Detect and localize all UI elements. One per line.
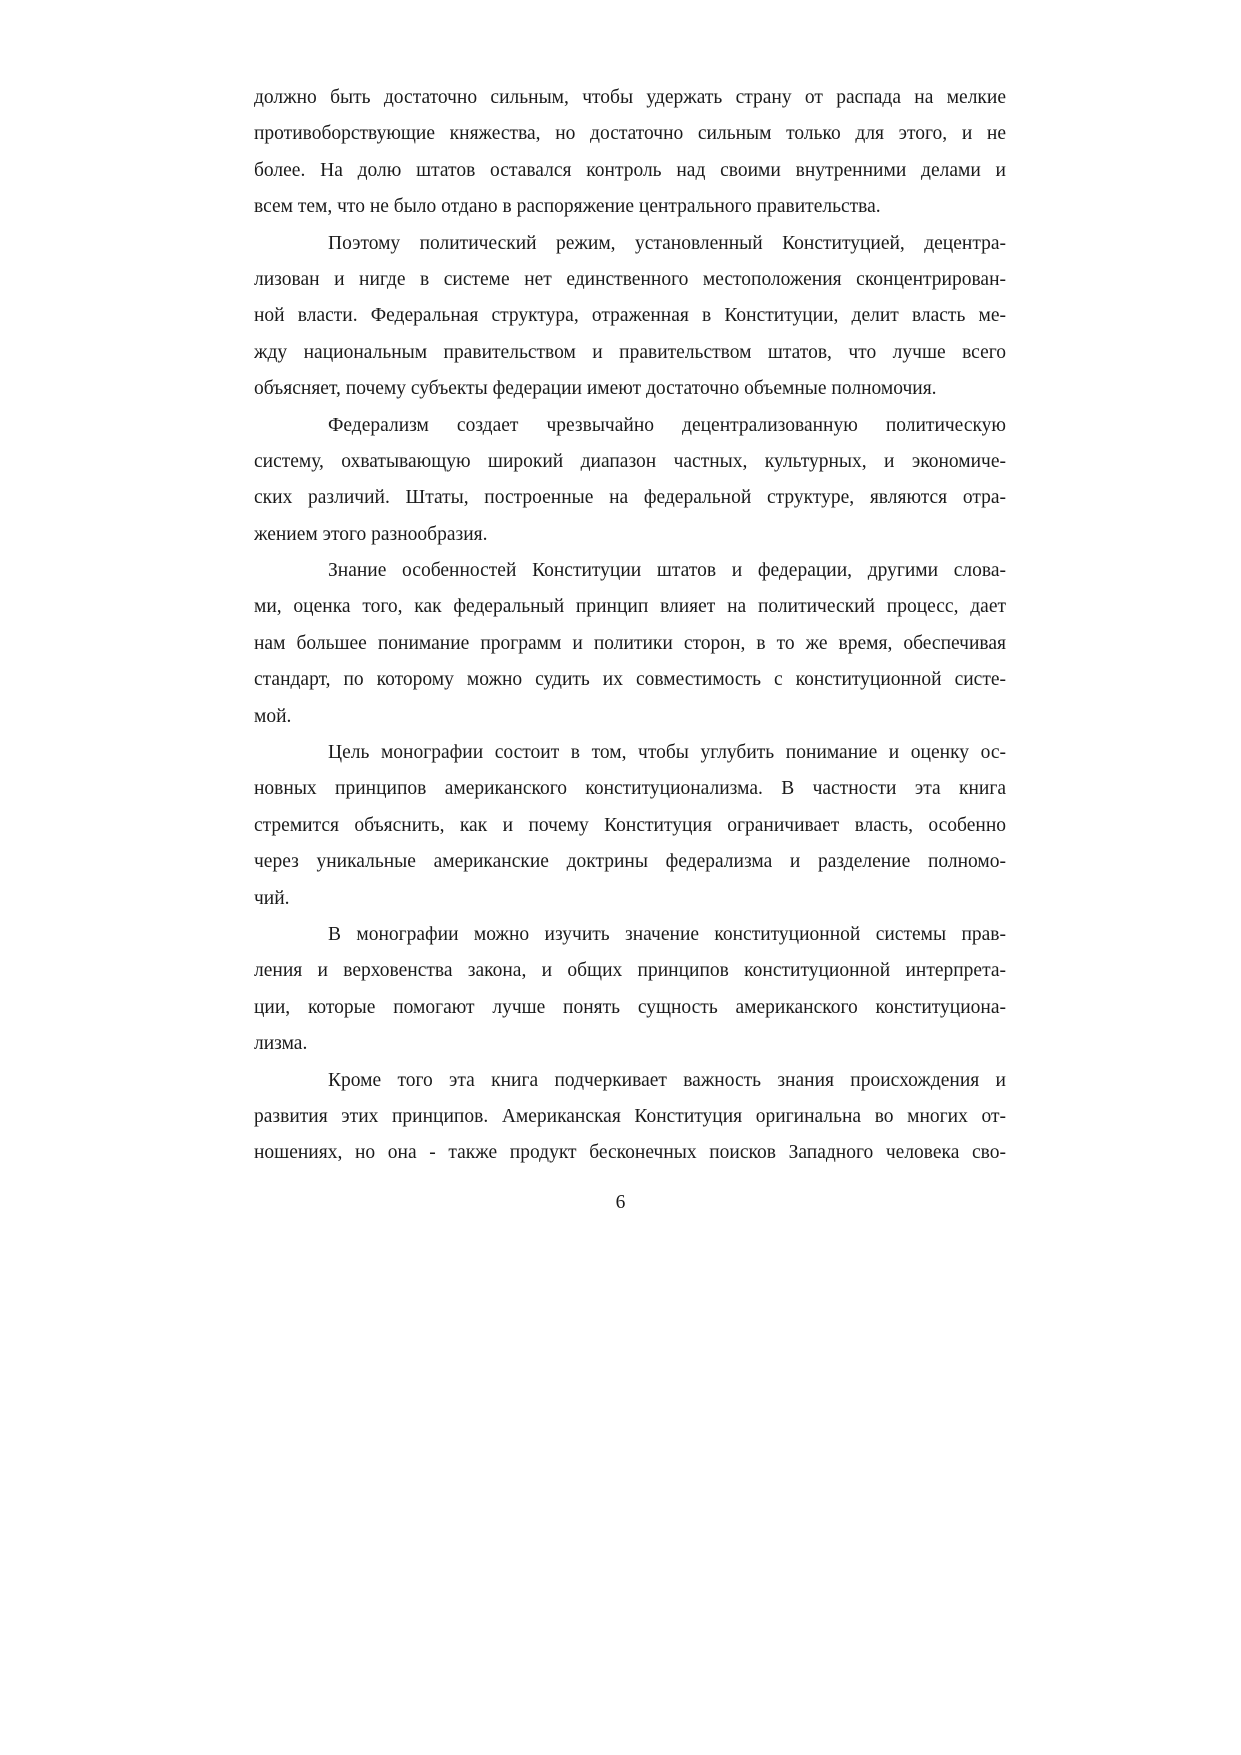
text-line: через уникальные американские доктрины федерализма и разделение полномо- — [254, 851, 1006, 873]
text-line: Кроме того эта книга подчеркивает важность знания происхождения и — [328, 1069, 1006, 1091]
paragraph-4 — [254, 553, 1006, 735]
text-line: Поэтому политический режим, установленный Конституцией, децентра- — [328, 232, 1006, 254]
text-line: объясняет, почему субъекты федерации имеют достаточно объемные полномочия. — [254, 378, 937, 400]
text-line: В монографии можно изучить значение конституционной системы прав- — [328, 923, 1006, 945]
text-line: ления и верховенства закона, и общих принципов конституционной интерпрета- — [254, 960, 1006, 982]
paragraph-2 — [254, 226, 1006, 408]
text-line: систему, охватывающую широкий диапазон частных, культурных, и экономиче- — [254, 450, 1006, 472]
text-line: новных принципов американского конституционализма. В частности эта книга — [254, 778, 1006, 800]
text-line: Знание особенностей Конституции штатов и федерации, другими слова- — [328, 560, 1006, 582]
text-line: ции, которые помогают лучше понять сущность американского конституциона- — [254, 996, 1006, 1018]
text-line: жением этого разнообразия. — [254, 523, 488, 545]
text-line: ношениях, но она - также продукт бесконечных поисков Западного человека сво- — [254, 1142, 1006, 1164]
text-line: лизован и нигде в системе нет единственного местоположения сконцентрирован- — [254, 268, 1006, 290]
text-line: ной власти. Федеральная структура, отраженная в Конституции, делит власть ме- — [254, 305, 1006, 327]
text-line: стандарт, по которому можно судить их совместимость с конституционной систе- — [254, 669, 1006, 691]
text-line: Федерализм создает чрезвычайно децентрализованную политическую — [328, 414, 1006, 436]
paragraph-5 — [254, 735, 1006, 917]
text-line: ми, оценка того, как федеральный принцип влияет на политический процесс, дает — [254, 596, 1006, 618]
page-number: 6 — [615, 1192, 626, 1213]
text-line: развития этих принципов. Американская Конституция оригинальна во многих от- — [254, 1105, 1006, 1127]
text-line: стремится объяснить, как и почему Конституция ограничивает власть, особенно — [254, 814, 1006, 836]
text-line: нам большее понимание программ и политики сторон, в то же время, обеспечивая — [254, 632, 1006, 654]
paragraph-1 — [254, 80, 1006, 226]
text-line: всем тем, что не было отдано в распоряжение центрального правительства. — [254, 196, 881, 218]
text-line: противоборствующие княжества, но достаточно сильным только для этого, и не — [254, 123, 1006, 145]
text-line: более. На долю штатов оставался контроль над своими внутренними делами и — [254, 159, 1006, 181]
text-line: чий. — [254, 887, 290, 909]
text-line: должно быть достаточно сильным, чтобы удержать страну от распада на мелкие — [254, 87, 1006, 108]
text-line: мой. — [254, 705, 292, 727]
paragraph-7 — [254, 1063, 1006, 1172]
text-line: жду национальным правительством и правительством штатов, что лучше всего — [254, 341, 1006, 363]
text-line: Цель монографии состоит в том, чтобы углубить понимание и оценку ос- — [328, 742, 1006, 764]
text-line: ских различий. Штаты, построенные на федеральной структуре, являются отра- — [254, 487, 1006, 509]
paragraph-3 — [254, 408, 1006, 554]
text-line: лизма. — [254, 1033, 308, 1055]
paragraph-6 — [254, 917, 1006, 1063]
body-text — [254, 80, 1006, 1172]
